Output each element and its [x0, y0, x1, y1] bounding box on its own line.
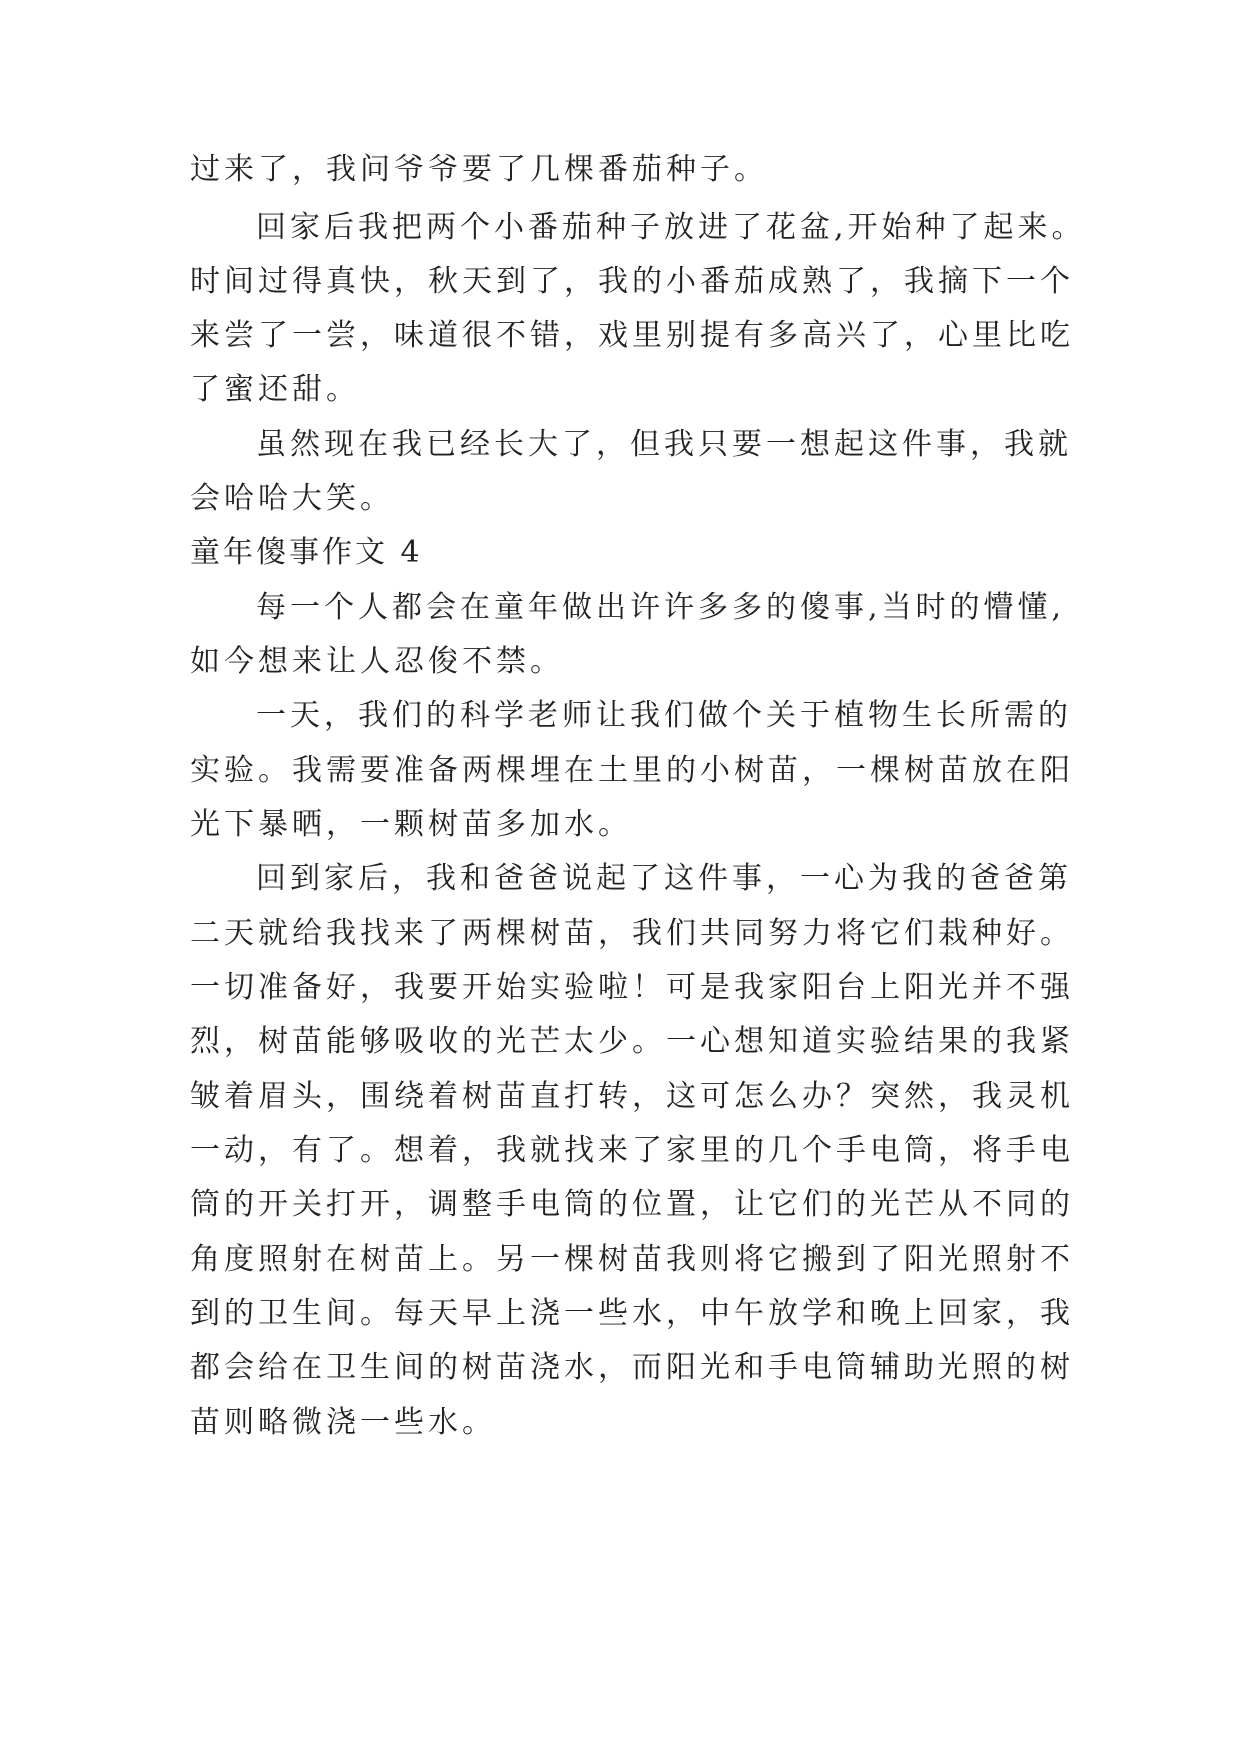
text-line: 光下暴晒，一颗树苗多加水。	[190, 807, 632, 842]
text-line: 一切准备好，我要开始实验啦！可是我家阳台上阳光并不强	[190, 970, 1074, 1005]
text-line: 如今想来让人忍俊不禁。	[190, 644, 564, 679]
text-line: 到的卫生间。每天早上浇一些水，中午放学和晚上回家，我	[190, 1296, 1074, 1331]
text-line: 来尝了一尝，味道很不错，戏里别提有多高兴了，心里比吃	[190, 318, 1074, 353]
text-line: 了蜜还甜。	[190, 372, 360, 407]
text-line: 二天就给我找来了两棵树苗，我们共同努力将它们栽种好。	[190, 916, 1074, 951]
text-line: 筒的开关打开，调整手电筒的位置，让它们的光芒从不同的	[190, 1187, 1074, 1222]
text-line: 苗则略微浇一些水。	[190, 1405, 496, 1440]
paragraph-first-line: 回家后我把两个小番茄种子放进了花盆,开始种了起来。	[256, 210, 1086, 245]
text-line: 一动，有了。想着，我就找来了家里的几个手电筒，将手电	[190, 1133, 1074, 1168]
text-line: 皱着眉头，围绕着树苗直打转，这可怎么办？突然，我灵机	[190, 1079, 1074, 1114]
text-line: 烈，树苗能够吸收的光芒太少。一心想知道实验结果的我紧	[190, 1024, 1074, 1059]
paragraph-first-line: 一天，我们的科学老师让我们做个关于植物生长所需的	[256, 698, 1072, 733]
paragraph-first-line: 回到家后，我和爸爸说起了这件事，一心为我的爸爸第	[256, 861, 1072, 896]
section-heading: 童年傻事作文 4	[190, 535, 423, 570]
text-line: 时间过得真快，秋天到了，我的小番茄成熟了，我摘下一个	[190, 264, 1074, 299]
text-line: 实验。我需要准备两棵埋在土里的小树苗，一棵树苗放在阳	[190, 753, 1074, 788]
text-line: 角度照射在树苗上。另一棵树苗我则将它搬到了阳光照射不	[190, 1242, 1074, 1277]
paragraph-first-line: 虽然现在我已经长大了，但我只要一想起这件事，我就	[256, 427, 1072, 462]
text-line: 过来了，我问爷爷要了几棵番茄种子。	[190, 152, 768, 187]
text-line: 会哈哈大笑。	[190, 481, 394, 516]
text-line: 都会给在卫生间的树苗浇水，而阳光和手电筒辅助光照的树	[190, 1350, 1074, 1385]
paragraph-first-line: 每一个人都会在童年做出许许多多的傻事,当时的懵懂,	[256, 590, 1066, 625]
